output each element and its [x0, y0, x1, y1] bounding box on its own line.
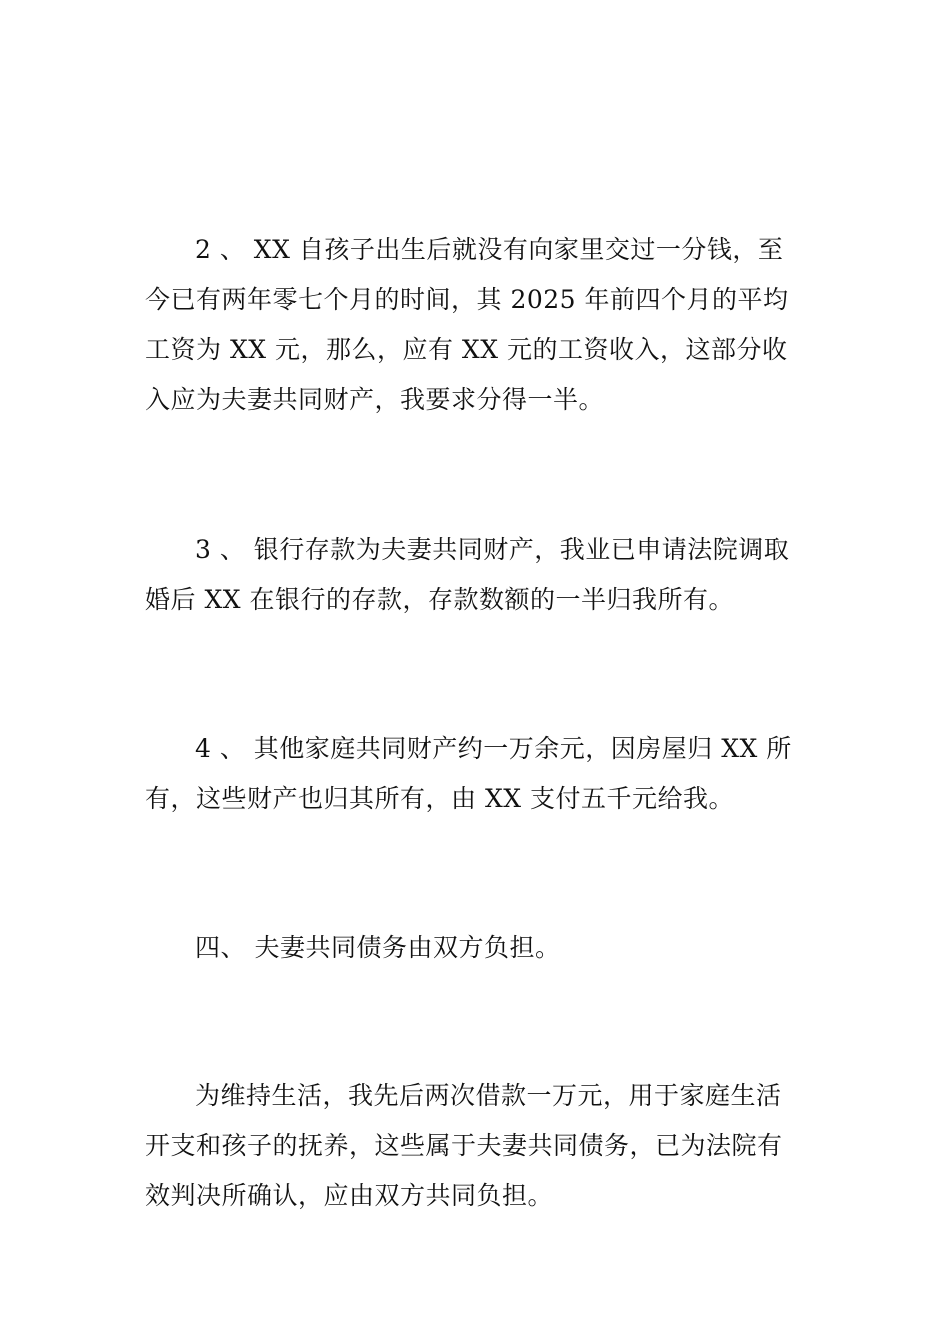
paragraph-line: 婚后 XX 在银行的存款，存款数额的一半归我所有。 [145, 585, 734, 614]
paragraph-line: 2 、 XX 自孩子出生后就没有向家里交过一分钱，至 [195, 235, 784, 264]
paragraph-line: 今已有两年零七个月的时间，其 2025 年前四个月的平均 [145, 285, 789, 314]
paragraph-line: 有，这些财产也归其所有，由 XX 支付五千元给我。 [145, 784, 734, 813]
paragraph-line: 入应为夫妻共同财产，我要求分得一半。 [145, 385, 605, 414]
paragraph-line: 4 、 其他家庭共同财产约一万余元，因房屋归 XX 所 [195, 734, 792, 763]
section-heading: 四、 夫妻共同债务由双方负担。 [195, 933, 561, 962]
paragraph-line: 工资为 XX 元，那么，应有 XX 元的工资收入，这部分收 [145, 335, 788, 364]
paragraph-line: 效判决所确认，应由双方共同负担。 [145, 1181, 554, 1210]
paragraph-line: 开支和孩子的抚养，这些属于夫妻共同债务，已为法院有 [145, 1131, 783, 1160]
paragraph-line: 3 、 银行存款为夫妻共同财产，我业已申请法院调取 [195, 535, 790, 564]
paragraph-line: 为维持生活，我先后两次借款一万元，用于家庭生活 [195, 1081, 782, 1110]
